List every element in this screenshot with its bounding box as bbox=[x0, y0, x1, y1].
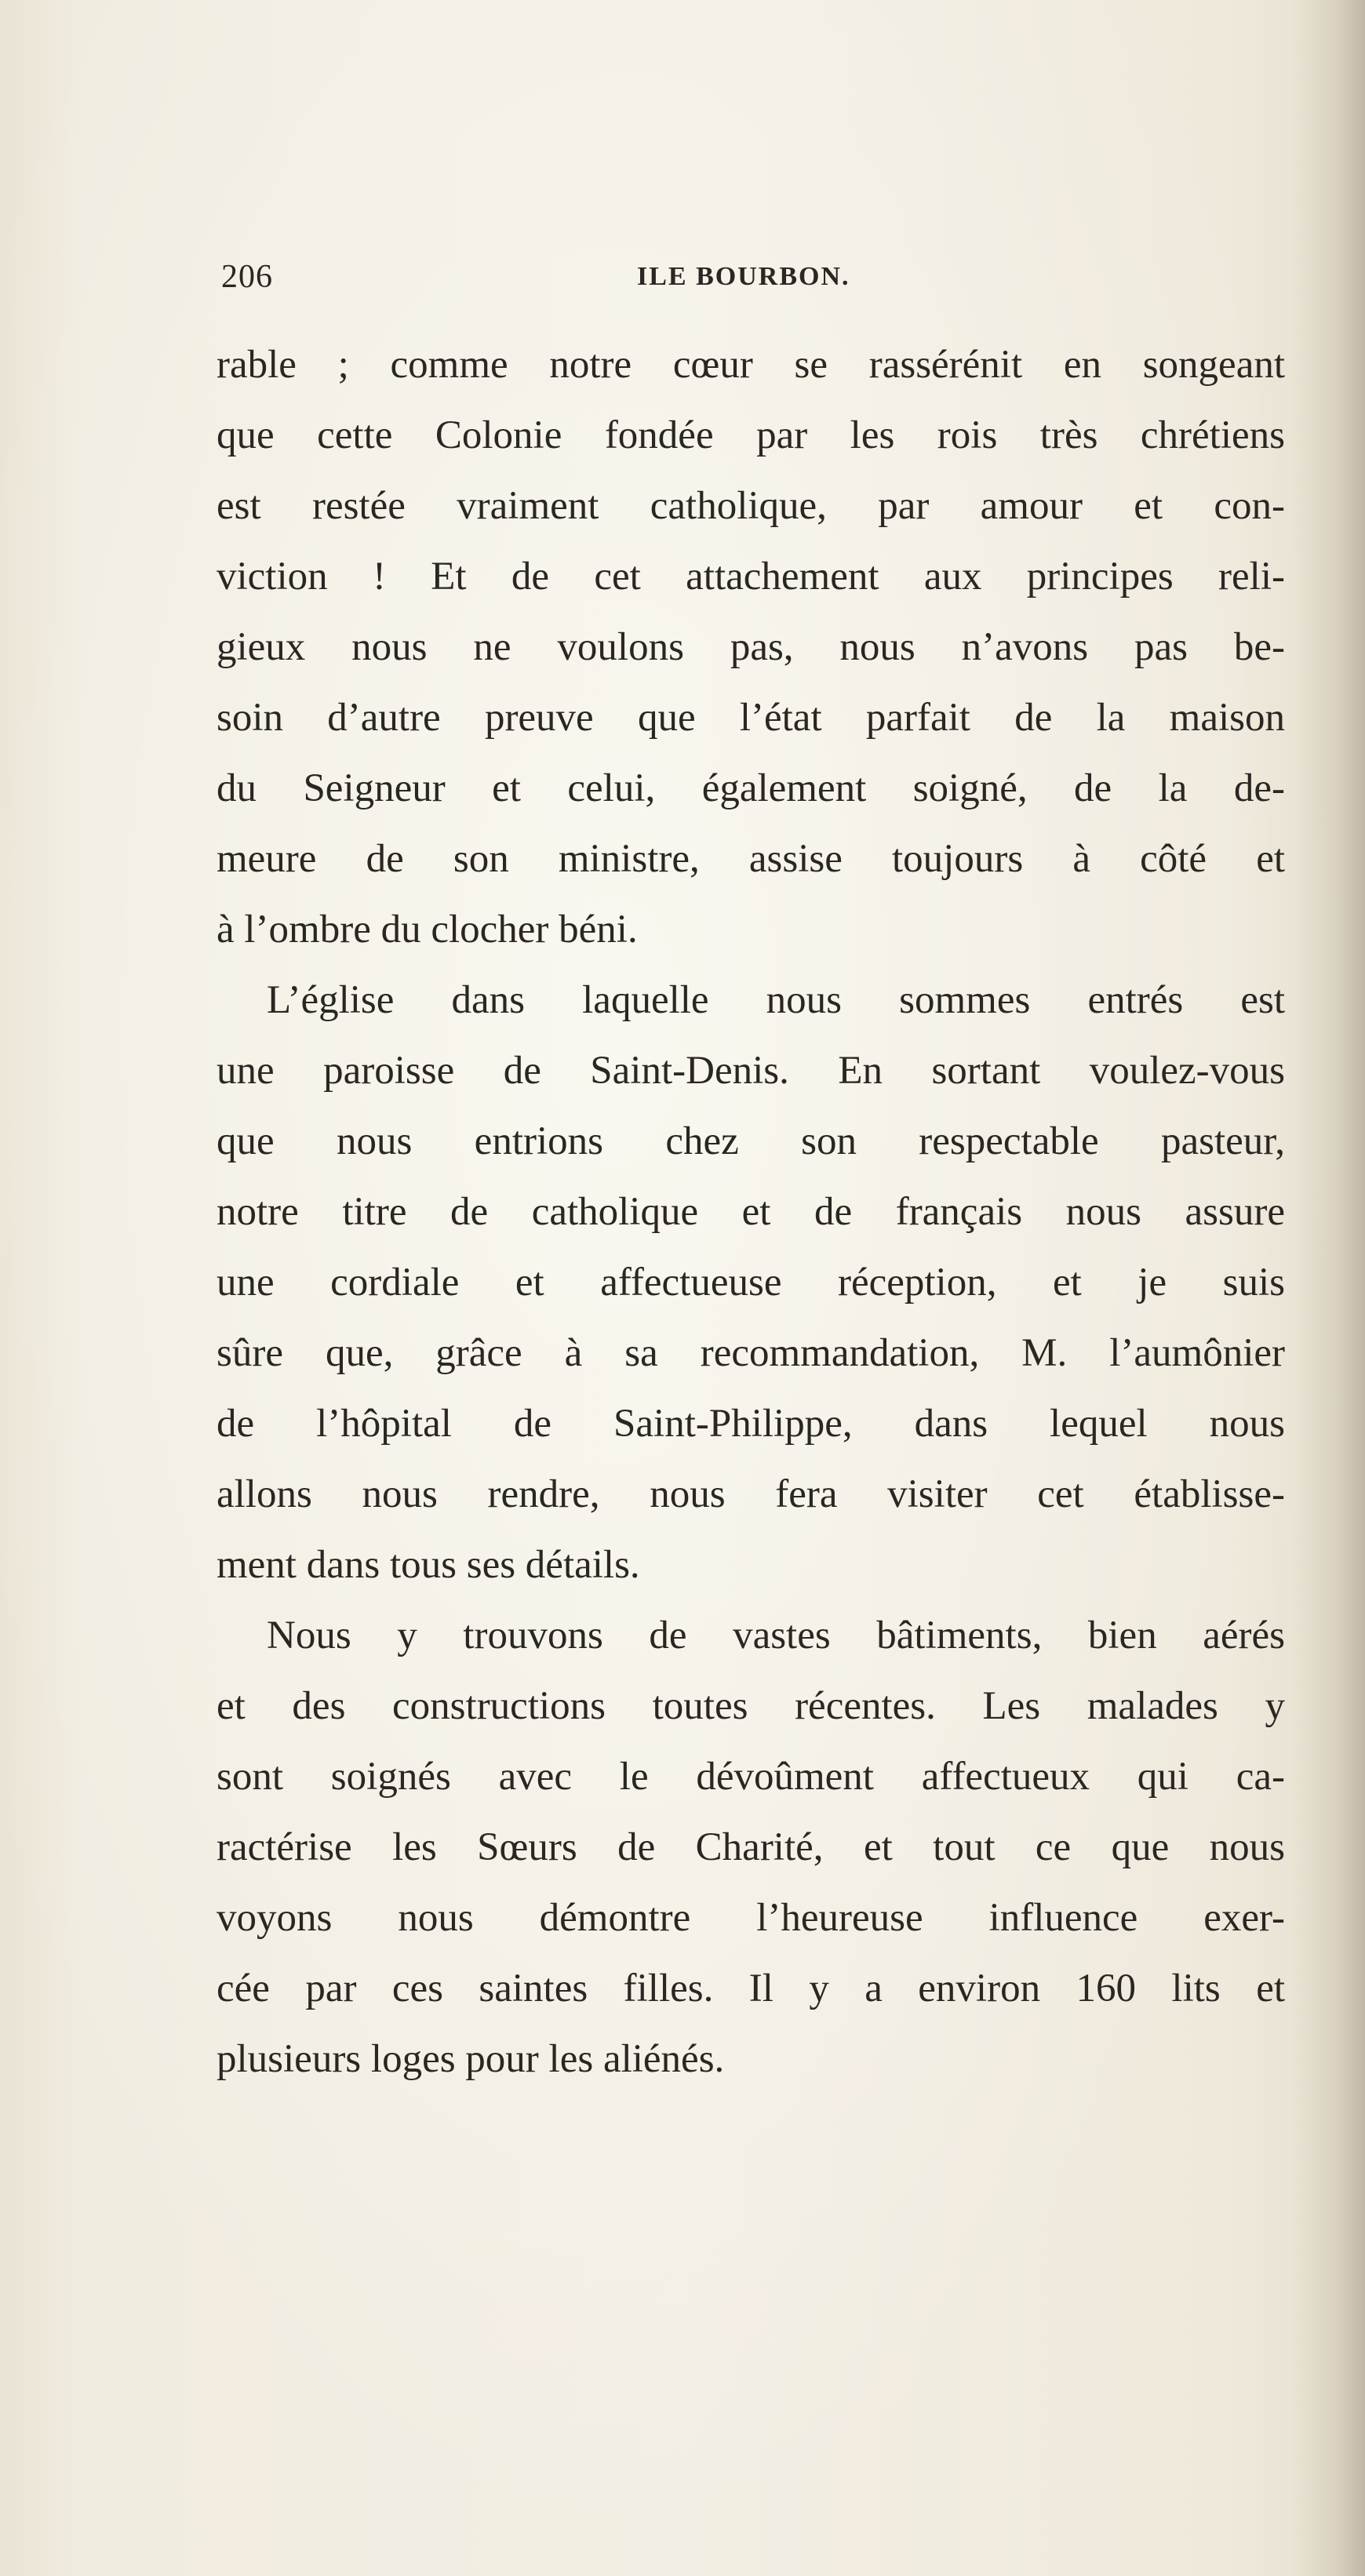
text-line: notre titre de catholique et de français nous assure bbox=[217, 1190, 1285, 1234]
text-line: rable ; comme notre cœur se rassérénit en songeant bbox=[217, 343, 1285, 387]
text-line: une cordiale et affectueuse réception, et je suis bbox=[217, 1261, 1285, 1304]
text-line: viction ! Et de cet attachement aux principes reli- bbox=[217, 555, 1285, 599]
body-text bbox=[217, 329, 1285, 2094]
page-number: 206 bbox=[221, 259, 273, 295]
running-title: ILE BOURBON. bbox=[637, 262, 850, 291]
text-line: que nous entrions chez son respectable pasteur, bbox=[217, 1119, 1285, 1163]
page-header bbox=[221, 249, 1280, 304]
text-line: et des constructions toutes récentes. Les malades y bbox=[217, 1684, 1285, 1728]
text-line: sûre que, grâce à sa recommandation, M. l’aumônier bbox=[217, 1331, 1285, 1375]
text-line: ment dans tous ses détails. bbox=[217, 1543, 640, 1587]
text-line: ractérise les Sœurs de Charité, et tout ce que nous bbox=[217, 1825, 1285, 1869]
text-line: soin d’autre preuve que l’état parfait de la maison bbox=[217, 696, 1285, 740]
text-line: à l’ombre du clocher béni. bbox=[217, 908, 638, 951]
text-line: plusieurs loges pour les aliénés. bbox=[217, 2037, 725, 2081]
text-line: Nous y trouvons de vastes bâtiments, bien aérés bbox=[267, 1614, 1285, 1657]
text-line: voyons nous démontre l’heureuse influence exer- bbox=[217, 1896, 1285, 1940]
text-line: de l’hôpital de Saint-Philippe, dans lequel nous bbox=[217, 1402, 1285, 1446]
text-line: que cette Colonie fondée par les rois très chrétiens bbox=[217, 413, 1285, 457]
text-line: une paroisse de Saint-Denis. En sortant voulez-vous bbox=[217, 1049, 1285, 1093]
text-line: sont soignés avec le dévoûment affectueux qui ca- bbox=[217, 1755, 1285, 1799]
text-line: est restée vraiment catholique, par amour et con- bbox=[217, 484, 1285, 528]
text-line: du Seigneur et celui, également soigné, de la de- bbox=[217, 766, 1285, 810]
text-line: cée par ces saintes filles. Il y a environ 160 lits et bbox=[217, 1967, 1285, 2010]
text-line: L’église dans laquelle nous sommes entrés est bbox=[267, 978, 1285, 1022]
text-line: gieux nous ne voulons pas, nous n’avons pas be- bbox=[217, 625, 1285, 669]
page-gutter-shadow bbox=[1294, 0, 1365, 2576]
text-line: allons nous rendre, nous fera visiter cet établisse- bbox=[217, 1472, 1285, 1516]
text-line: meure de son ministre, assise toujours à côté et bbox=[217, 837, 1285, 881]
